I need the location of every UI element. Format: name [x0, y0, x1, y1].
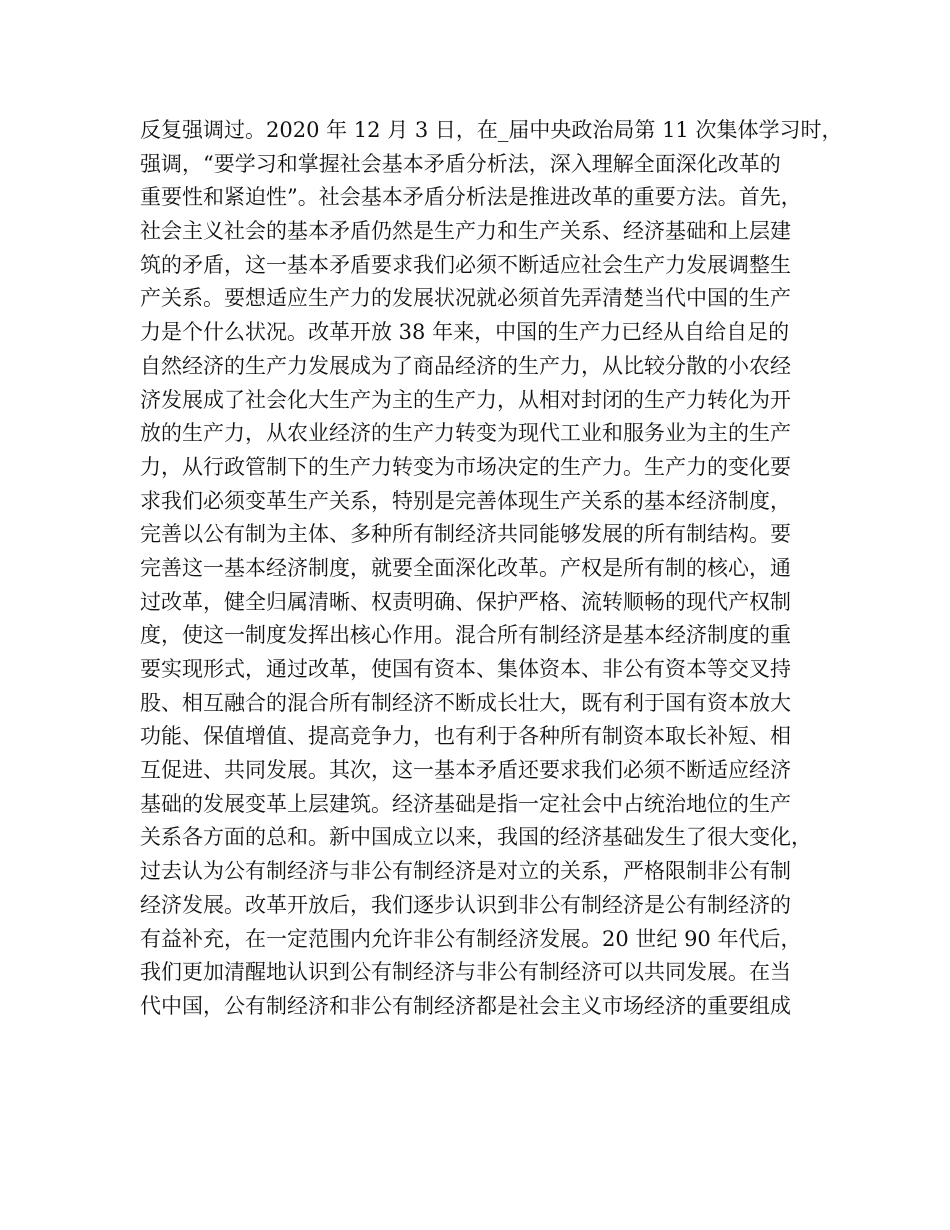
text-line: 力，从行政管制下的生产力转变为市场决定的生产力。生产力的变化要 — [140, 454, 791, 479]
text-line: 过去认为公有制经济与非公有制经济是对立的关系，严格限制非公有制 — [140, 859, 791, 884]
text-line: 济发展成了社会化大生产为主的生产力，从相对封闭的生产力转化为开 — [140, 387, 791, 412]
text-line: 有益补充，在一定范围内允许非公有制经济发展。20 世纪 90 年代后， — [140, 926, 802, 951]
text-line: 关系各方面的总和。新中国成立以来，我国的经济基础发生了很大变化， — [140, 825, 812, 850]
text-line: 基础的发展变革上层建筑。经济基础是指一定社会中占统治地位的生产 — [140, 791, 791, 816]
text-line: 度，使这一制度发挥出核心作用。混合所有制经济是基本经济制度的重 — [140, 623, 791, 648]
body-paragraph — [140, 114, 843, 1024]
text-line: 功能、保值增值、提高竞争力，也有利于各种所有制资本取长补短、相 — [140, 724, 791, 749]
text-line: 完善以公有制为主体、多种所有制经济共同能够发展的所有制结构。要 — [140, 522, 791, 547]
text-line: 代中国，公有制经济和非公有制经济都是社会主义市场经济的重要组成 — [140, 993, 791, 1018]
text-line: 社会主义社会的基本矛盾仍然是生产力和生产关系、经济基础和上层建 — [140, 219, 791, 244]
text-line: 要实现形式，通过改革，使国有资本、集体资本、非公有资本等交叉持 — [140, 657, 791, 681]
text-line: 放的生产力，从农业经济的生产力转变为现代工业和服务业为主的生产 — [140, 421, 791, 446]
text-line: 完善这一基本经济制度，就要全面深化改革。产权是所有制的核心，通 — [140, 555, 791, 580]
text-line: 股、相互融合的混合所有制经济不断成长壮大，既有利于国有资本放大 — [140, 690, 791, 715]
text-line: 筑的矛盾，这一基本矛盾要求我们必须不断适应社会生产力发展调整生 — [140, 252, 791, 277]
text-line: 经济发展。改革开放后，我们逐步认识到非公有制经济是公有制经济的 — [140, 892, 791, 917]
text-line: 我们更加清醒地认识到公有制经济与非公有制经济可以共同发展。在当 — [140, 960, 791, 985]
text-line: 产关系。要想适应生产力的发展状况就必须首先弄清楚当代中国的生产 — [140, 286, 791, 311]
text-line: 自然经济的生产力发展成为了商品经济的生产力，从比较分散的小农经 — [140, 353, 791, 378]
text-line: 力是个什么状况。改革开放 38 年来，中国的生产力已经从自给自足的 — [140, 320, 790, 345]
text-line: 求我们必须变革生产关系，特别是完善体现生产关系的基本经济制度， — [140, 488, 791, 513]
text-line: 重要性和紧迫性”。社会基本矛盾分析法是推进改革的重要方法。首先， — [140, 185, 802, 210]
text-line: 过改革，健全归属清晰、权责明确、保护严格、流转顺畅的现代产权制 — [140, 589, 791, 614]
text-line: 互促进、共同发展。其次，这一基本矛盾还要求我们必须不断适应经济 — [140, 758, 791, 783]
text-line: 强调，“要学习和掌握社会基本矛盾分析法，深入理解全面深化改革的 — [140, 151, 781, 176]
text-line: 反复强调过。2020 年 12 月 3 日，在_届中央政治局第 11 次集体学习时， — [140, 118, 843, 142]
